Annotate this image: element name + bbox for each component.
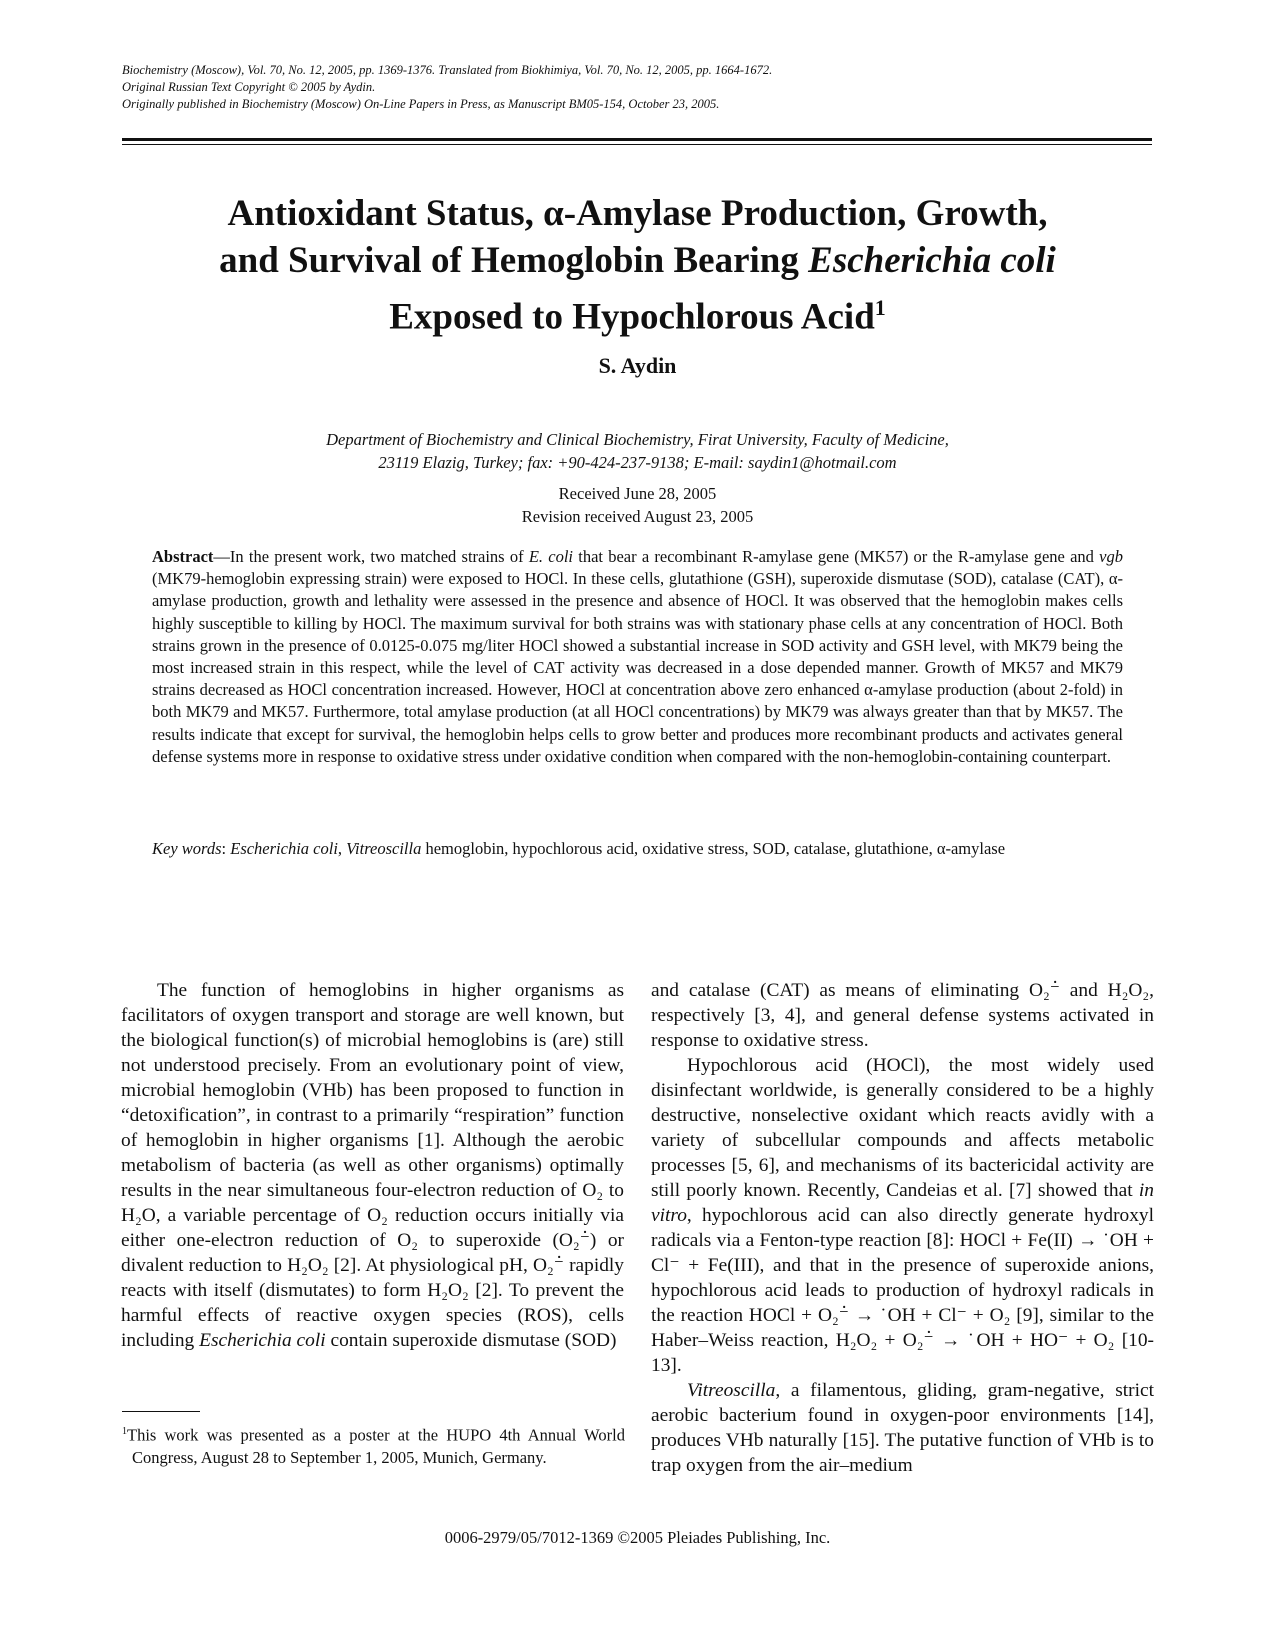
author-name: S. Aydin [598, 353, 677, 378]
body-paragraph-continued: and catalase (CAT) as means of eliminating O₂⁻̇ and H₂O₂, respectively [3, 4], and general defense systems activated in response to oxidative stress. [651, 980, 1154, 1051]
paragraph-text-cont: contain superoxide dismutase (SOD) [325, 1330, 617, 1351]
paragraph-text: Hypochlorous acid (HOCl), the most widely used disinfectant worldwide, is generally considered to be a highly destructive, nonselective oxidant which reacts avidly with a variety of subcellular compounds and affects metabolic processes [5, 6], and mechanisms of its bactericidal activity are still poorly known. Recently, Candeias et al. [7] showed that [651, 1055, 1154, 1201]
organism-name: Escherichia coli [199, 1330, 326, 1351]
abstract-dash: — [213, 547, 230, 566]
title-line-2-text: and Survival of Hemoglobin Bearing [219, 240, 809, 281]
abstract-gene: vgb [1099, 547, 1123, 566]
paragraph-text: The function of hemoglobins in higher organisms as facilitators of oxygen transport and storage are well known, but the biological function(s) of microbial hemoglobins is (are) still not understood precisely. From an evolutionary point of view, microbial hemoglobin (VHb) has been proposed to function in “detoxification”, in contrast to a primarily “respiration” function of hemoglobin in higher organisms [1]. Although the aerobic metabolism of bacteria (as well as other organisms) optimally results in the near simultaneous four-electron reduction of O₂ to H₂O, a variable percentage of O₂ reduction occurs initially via either one-electron reduction of O₂ to superoxide (O₂⁻̇) or divalent reduction to H₂O₂ [2]. At physiological pH, O₂⁻̇ rapidly reacts with itself (dismutates) to form H₂O₂ [2]. To prevent the harmful effects of reactive oxygen species (ROS), cells including [121, 980, 624, 1351]
paragraph-text: , a filamentous, gliding, gram-negative, strict aerobic bacterium found in oxygen-poor environments [14], produces VHb naturally [15]. The putative function of VHb is to trap oxygen from the air–medium [651, 1380, 1154, 1476]
abstract-text-3: (MK79-hemoglobin expressing strain) were exposed to HOCl. In these cells, glutathione (GSH), superoxide dismutase (SOD), catalase (CAT), α-amylase production, growth and lethality were assessed in the presence and absence of HOCl. It was observed that the hemoglobin makes cells highly susceptible to killing by HOCl. The maximum survival for both strains was with stationary phase cells at any concentration of HOCl. Both strains grown in the presence of 0.0125-0.075 mg/liter HOCl showed a substantial increase in SOD activity and GSH level, with MK79 being the most increased strain in this respect, while the level of CAT activity was decreased in a dose depended manner. Growth of MK57 and MK79 strains decreased as HOCl concentration increased. However, HOCl at concentration above zero enhanced α-amylase production (about 2-fold) in both MK79 and MK57. Furthermore, total amylase production (at all HOCl concentrations) by MK79 was always greater than that by MK57. The results indicate that except for survival, the hemoglobin helps cells to grow better and produces more recombinant products and activates general defense systems more in response to oxidative stress under oxidative condition when compared with the non-hemoglobin-containing counterpart. [152, 569, 1123, 766]
abstract-organism: E. coli [528, 547, 573, 566]
abstract-text-2: that bear a recombinant R-amylase gene (MK57) or the R-amylase gene and [573, 547, 1100, 566]
received-date: Received June 28, 2005 [558, 484, 717, 503]
in-vitro-term: in vitro [651, 1180, 1154, 1226]
page-footer: 0006-2979/05/7012-1369 ©2005 Pleiades Publishing, Inc. [444, 1528, 831, 1547]
affiliation-line-2: 23119 Elazig, Turkey; fax: +90-424-237-9138; E-mail: saydin1@hotmail.com [378, 453, 897, 472]
header-citation: Biochemistry (Moscow), Vol. 70, No. 12, 2005, pp. 1369-1376. Translated from Biokhimiya, Vol. 70, No. 12, 2005, pp. 1664-1672. [122, 63, 773, 77]
footnote-text: This work was presented as a poster at the HUPO 4th Annual World Congress, August 28 to September 1, 2005, Munich, Germany. [127, 1425, 625, 1467]
abstract-label: Abstract [152, 547, 214, 566]
keywords-rest: hemoglobin, hypochlorous acid, oxidative stress, SOD, catalase, glutathione, α-amylase [421, 839, 1006, 858]
body-paragraph [121, 978, 624, 1353]
keyword-1: Escherichia coli [230, 839, 338, 858]
header-copyright: Original Russian Text Copyright © 2005 by Aydin. [122, 80, 376, 94]
title-organism: Escherichia coli [808, 240, 1056, 281]
article-title [150, 190, 1125, 340]
header-online-note: Originally published in Biochemistry (Moscow) On-Line Papers in Press, as Manuscript BM05-154, October 23, 2005. [122, 97, 720, 111]
keywords: Key words: Escherichia coli, Vitreoscilla hemoglobin, hypochlorous acid, oxidative stress, SOD, catalase, glutathione, α-amylase [152, 839, 1006, 858]
title-footnote-mark: 1 [874, 295, 886, 320]
keywords-label: Key words [152, 839, 222, 858]
journal-header [122, 62, 1152, 113]
revised-date: Revision received August 23, 2005 [521, 507, 754, 526]
header-rule-thin [122, 144, 1152, 145]
keywords-separator: , [337, 839, 347, 858]
paragraph-text-cont: , hypochlorous acid can also directly generate hydroxyl radicals via a Fenton-type reaction [8]: HOCl + Fe(II) → ˙OH + Cl⁻ + Fe(III), and that in the presence of superoxide anions, hypochlorous acid leads to production of hydroxyl radicals in the reaction HOCl + O₂⁻̇ → ˙OH + Cl⁻ + O₂ [9], similar to the Haber–Weiss reaction, H₂O₂ + O₂⁻̇ → ˙OH + HO⁻ + O₂ [10-13]. [651, 1205, 1154, 1376]
affiliation-line-1: Department of Biochemistry and Clinical Biochemistry, Firat University, Faculty of Medicine, [326, 430, 949, 449]
title-line-1: Antioxidant Status, α-Amylase Production, Growth, [227, 193, 1048, 234]
abstract [152, 546, 1123, 768]
footnote-mark: 1 [122, 1426, 127, 1437]
header-rule-thick [122, 138, 1152, 141]
title-line-3-text: Exposed to Hypochlorous Acid [389, 296, 875, 338]
title-line-3 [150, 284, 1125, 340]
body-paragraph-hocl [651, 1053, 1154, 1378]
organism-name: Vitreoscilla [687, 1380, 776, 1401]
footnote [122, 1421, 625, 1469]
affiliation [150, 428, 1125, 474]
body-column-left [121, 978, 624, 1353]
body-column-right [651, 978, 1154, 1478]
keyword-2: Vitreoscilla [346, 839, 422, 858]
footnote-rule [122, 1411, 200, 1412]
abstract-text-1: In the present work, two matched strains of [229, 547, 529, 566]
body-paragraph-vitreoscilla [651, 1378, 1154, 1478]
dates [150, 482, 1125, 528]
title-line-2 [150, 237, 1125, 284]
